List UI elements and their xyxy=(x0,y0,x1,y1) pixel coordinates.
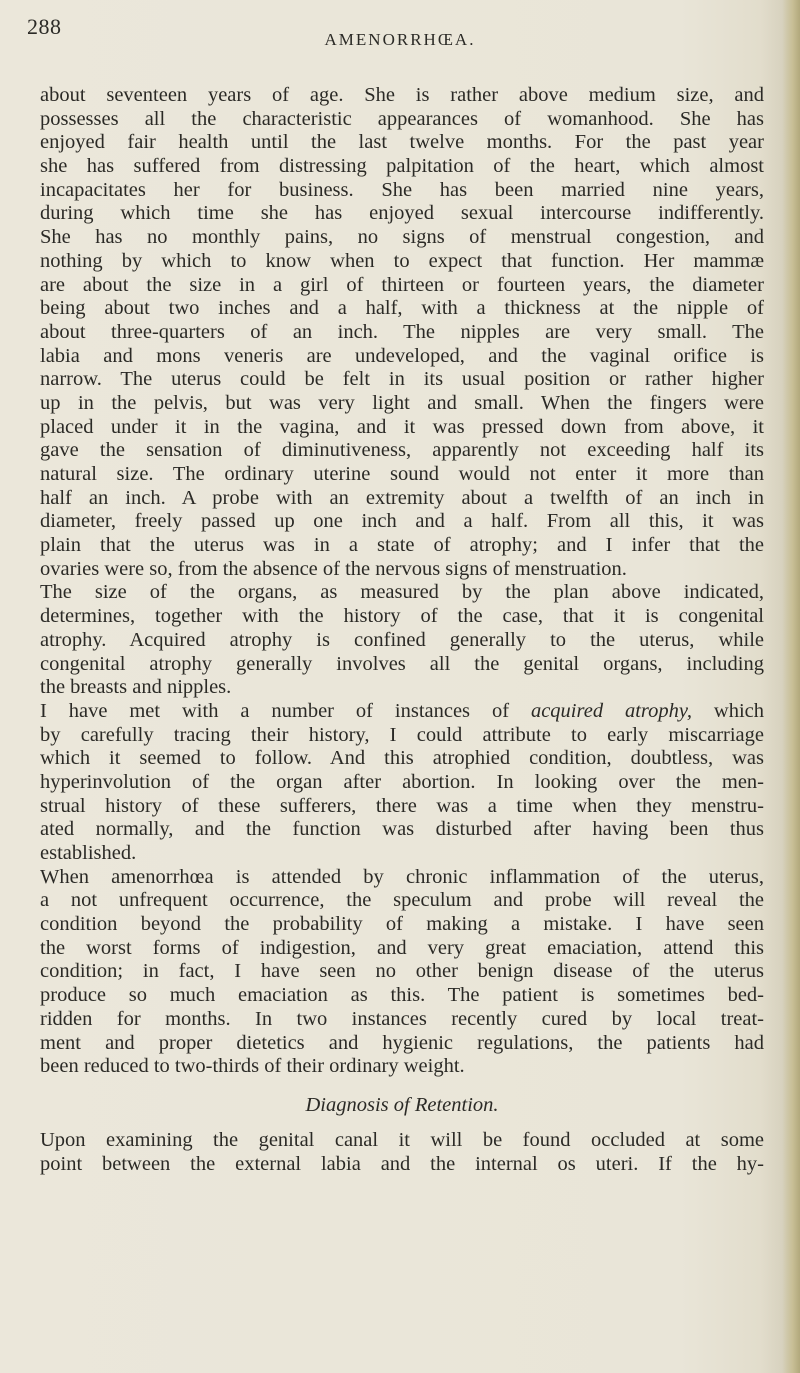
text-line: strual history of these sufferers, there was a time when they menstru- xyxy=(40,794,764,817)
text-line: by carefully tracing their history, I could attribute to early miscarriage xyxy=(40,723,764,746)
text-line: hyperinvolution of the organ after abortion. In looking over the men- xyxy=(40,770,764,793)
text-line: diameter, freely passed up one inch and a half. From all this, it was xyxy=(40,510,764,533)
text-line: are about the size in a girl of thirteen or fourteen years, the diameter xyxy=(40,273,764,296)
body-text xyxy=(40,84,764,1176)
text-line: When amenorrhœa is attended by chronic inflammation of the uterus, xyxy=(40,865,764,888)
text-line: produce so much emaciation as this. The patient is sometimes bed- xyxy=(40,984,764,1007)
page-number: 288 xyxy=(27,14,62,39)
text-line: she has suffered from distressing palpitation of the heart, which almost xyxy=(40,155,764,178)
text-line: condition; in fact, I have seen no other benign disease of the uterus xyxy=(40,960,764,983)
text-line: up in the pelvis, but was very light and small. When the fingers were xyxy=(40,391,764,414)
text-line: narrow. The uterus could be felt in its usual position or rather higher xyxy=(40,368,764,391)
text-line: determines, together with the history of the case, that it is congenital xyxy=(40,605,764,628)
text-line: about three-quarters of an inch. The nipples are very small. The xyxy=(40,320,764,343)
text-line: enjoyed fair health until the last twelve months. For the past year xyxy=(40,131,764,154)
text-line: being about two inches and a half, with a thickness at the nipple of xyxy=(40,297,764,320)
text-line: atrophy. Acquired atrophy is confined generally to the uterus, while xyxy=(40,628,764,651)
paragraph-2 xyxy=(40,581,764,699)
text-span: I have met with a number of instances of xyxy=(40,699,510,722)
text-line: congenital atrophy generally involves all the genital organs, including xyxy=(40,652,764,675)
text-line: the worst forms of indigestion, and very great emaciation, attend this xyxy=(40,936,764,959)
text-line: during which time she has enjoyed sexual intercourse indifferently. xyxy=(40,202,764,225)
text-line: plain that the uterus was in a state of atrophy; and I infer that the xyxy=(40,534,764,557)
text-line: condition beyond the probability of making a mistake. I have seen xyxy=(40,913,764,936)
text-line: placed under it in the vagina, and it was pressed down from above, it xyxy=(40,415,764,438)
text-line: Upon examining the genital canal it will be found occluded at some xyxy=(40,1128,764,1151)
text-line: nothing by which to know when to expect that function. Her mammæ xyxy=(40,249,764,272)
text-line: ridden for months. In two instances recently cured by local treat- xyxy=(40,1007,764,1030)
text-line: natural size. The ordinary uterine sound would not enter it more than xyxy=(40,463,764,485)
text-line: about seventeen years of age. She is rather above medium size, and xyxy=(40,84,764,106)
text-line: ated normally, and the function was disturbed after having been thus xyxy=(40,818,764,841)
text-line-with-italic xyxy=(40,700,764,724)
paragraph-5 xyxy=(40,1129,764,1176)
page-edge-shadow xyxy=(782,0,800,1373)
text-line: ment and proper dietetics and hygienic regulations, the patients had xyxy=(40,1031,764,1054)
paragraph-1 xyxy=(40,84,764,581)
text-span: which xyxy=(713,699,765,722)
text-line: established. xyxy=(40,842,137,864)
text-line: gave the sensation of diminutiveness, apparently not exceeding half its xyxy=(40,439,764,462)
text-line: been reduced to two-thirds of their ordinary weight. xyxy=(40,1055,465,1078)
text-line: labia and mons veneris are undeveloped, and the vaginal orifice is xyxy=(40,344,764,367)
text-line: the breasts and nipples. xyxy=(40,676,232,699)
text-line: which it seemed to follow. And this atrophied condition, doubtless, was xyxy=(40,747,764,770)
paragraph-3 xyxy=(40,700,764,866)
paragraph-4 xyxy=(40,866,764,1079)
text-line: ovaries were so, from the absence of the nervous signs of menstruation. xyxy=(40,557,627,580)
text-line: She has no monthly pains, no signs of menstrual congestion, and xyxy=(40,226,764,249)
italic-term: acquired atrophy, xyxy=(530,699,692,722)
text-line: a not unfrequent occurrence, the speculum and probe will reveal the xyxy=(40,889,764,912)
text-line: possesses all the characteristic appearances of womanhood. She has xyxy=(40,107,764,130)
text-line: point between the external labia and the internal os uteri. If the hy- xyxy=(40,1152,764,1175)
text-line: incapacitates her for business. She has been married nine years, xyxy=(40,178,764,201)
text-line: The size of the organs, as measured by the plan above indicated, xyxy=(40,581,764,604)
running-title: AMENORRHŒA. xyxy=(324,30,476,49)
text-line: half an inch. A probe with an extremity about a twelfth of an inch in xyxy=(40,486,764,509)
section-heading: Diagnosis of Retention. xyxy=(305,1093,499,1116)
